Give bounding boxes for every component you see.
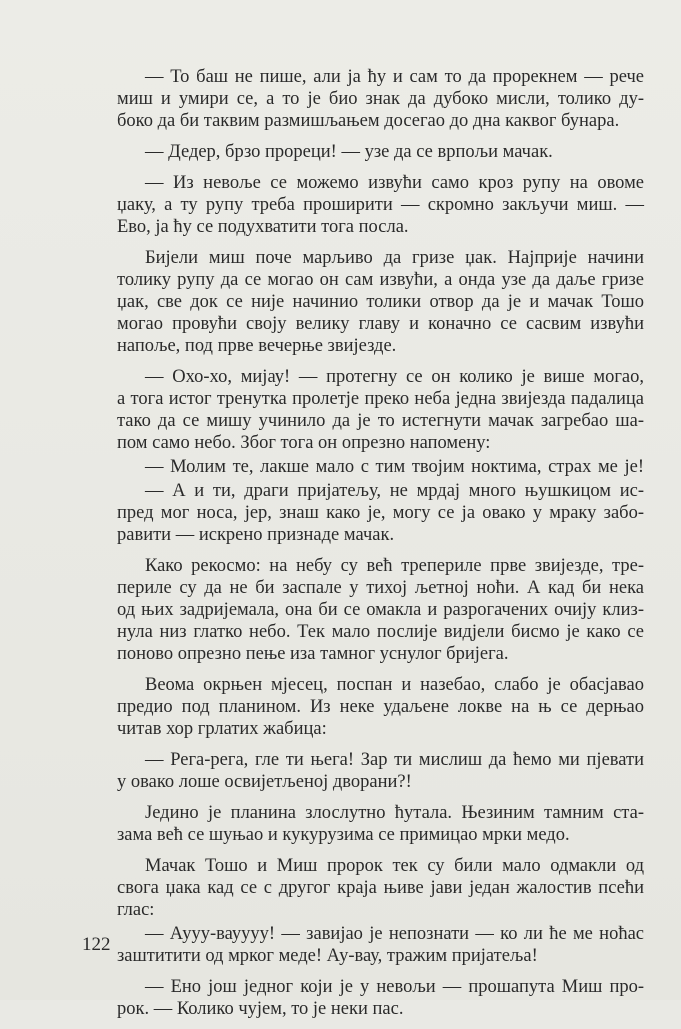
paragraph-13 [117,923,644,967]
text-line: периле су да не би заспале у тихој љетној ноћи. А кад би нека [117,578,644,598]
text-line: зама већ се шуњао и кукурузима се примицао мрки медо. [117,825,570,845]
text-line: глас: [117,900,155,920]
text-line: — Аууу-вауууу! — завијао је непознати — ко ли ће ме ноћас [145,924,644,944]
text-line: — Ено још једног који је у невољи — прошапута Миш про- [145,977,644,997]
text-line: пом само небо. Због тога он опрезно напомену: [117,433,491,453]
page-body-text [117,66,644,1029]
text-line: миш и умири се, а то је био знак да дубоко мисли, толико ду- [117,89,644,109]
text-line: Ево, ја ћу се подухватити тога посла. [117,217,409,237]
paragraph-8 [117,555,644,665]
text-line: поново опрезно пење иза тамног уснулог бријега. [117,644,509,664]
paragraph-2 [117,141,644,163]
text-line: Бијели миш поче марљиво да гризе џак. Најприје начини [145,248,644,268]
paragraph-3 [117,172,644,238]
text-line: Једино је планина злослутно ћутала. Њезиним тамним ста- [145,803,644,823]
text-line: боко да би таквим размишљањем досегао до дна каквог бунара. [117,111,620,131]
text-line: Мачак Тошо и Миш пророк тек су били мало одмакли од [145,856,644,876]
text-line: читав хор грлатих жабица: [117,719,327,739]
paragraph-6 [117,456,644,478]
text-line: Веома окрњен мјесец, поспан и назебао, слабо је обасјавао [145,675,644,695]
text-line: а тога истог тренутка пролетје преко неба једна звијезда падалица [117,389,644,409]
paragraph-11 [117,802,644,846]
text-line: могао провући своју велику главу и коначно се сасвим извући [117,314,644,334]
text-line: Како рекосмо: на небу су већ трепериле прве звијезде, тре- [145,556,644,576]
text-line: напоље, под прве вечерње звијезде. [117,336,397,356]
paragraph-14 [117,976,644,1020]
text-line: предио под планином. Из неке удаљене локве на њ се дерњао [117,697,644,717]
text-line: пред мог носа, јер, знаш како је, могу се ја овако у мраку забо- [117,503,644,523]
text-line: рок. — Колико чујем, то је неки пас. [117,999,404,1019]
paragraph-9 [117,674,644,740]
text-line: у овако лоше освијетљеној дворани?! [117,772,412,792]
paragraph-7 [117,480,644,546]
text-line: — Дедер, брзо прореци! — узе да се врпољи мачак. [145,142,553,162]
paragraph-12 [117,855,644,921]
paragraph-5 [117,366,644,454]
text-line: заштитити од мрког меде! Ау-вау, тражим пријатеља! [117,946,538,966]
text-line: — А и ти, драги пријатељу, не мрдај много њушкицом ис- [145,481,644,501]
text-line: свога џака кад се с другог краја њиве јави један жалостив псећи [117,878,644,898]
text-line: равити — искрено признаде мачак. [117,525,395,545]
paragraph-10 [117,749,644,793]
text-line: — Охо-хо, мијау! — протегну се он колико је више могао, [145,367,644,387]
text-line: — Из невоље се можемо извући само кроз рупу на овоме [145,173,644,193]
text-line: џак, све док се није начинио толики отвор да је и мачак Тошо [117,292,644,312]
page-number: 122 [82,934,111,955]
text-line: — Молим те, лакше мало с тим твојим ноктима, страх ме је! [145,457,644,477]
text-line: — То баш не пише, али ја ћу и сам то да прорекнем — рече [145,67,644,87]
paragraph-4 [117,247,644,357]
text-line: тако да се мишу учинило да је то истегнути мачак загребао ша- [117,411,644,431]
text-line: нула низ глатко небо. Тек мало послије видјели бисмо је како се [117,622,644,642]
text-line: џаку, а ту рупу треба проширити — скромно закључи миш. — [117,195,644,215]
text-line: од њих задријемала, она би се омакла и разрогачених очију клиз- [117,600,644,620]
text-line: толику рупу да се могао он сам извући, а онда узе да даље гризе [117,270,644,290]
paragraph-1 [117,66,644,132]
text-line: — Рега-рега, гле ти њега! Зар ти мислиш да ћемо ми пјевати [145,750,644,770]
